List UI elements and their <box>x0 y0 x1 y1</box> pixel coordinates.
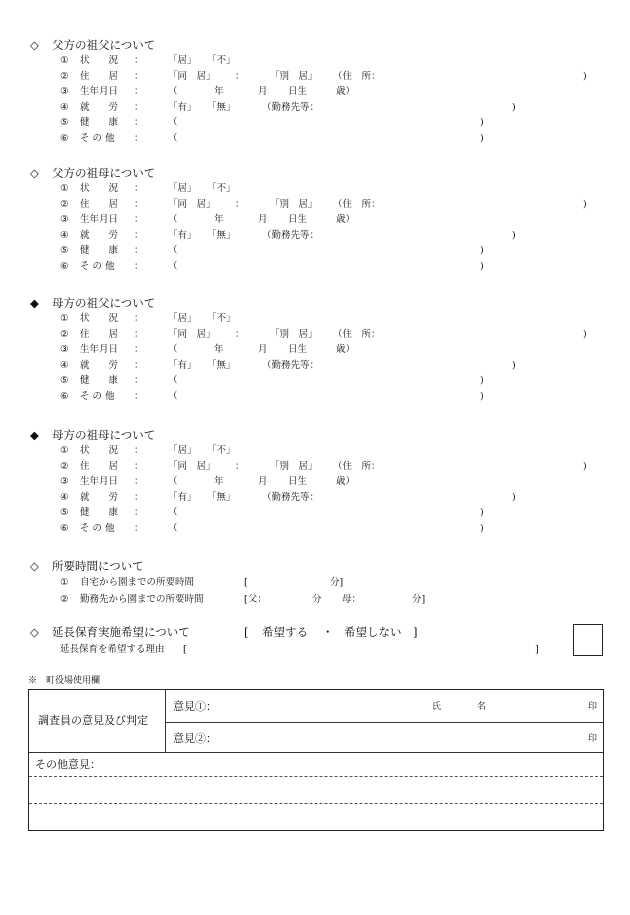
commute-section-marker: ◇ <box>30 559 39 573</box>
commute-row1-num: ① <box>60 577 69 588</box>
commute-row2-open: [父： <box>244 594 267 605</box>
row-field: （勤務先等： <box>262 492 320 503</box>
row-field: 「居」 <box>168 55 197 66</box>
row-field: 「別 居」 <box>270 461 318 472</box>
commute-row2-num: ② <box>60 594 69 605</box>
row-number: ⑤ <box>60 245 69 256</box>
row-number: ② <box>60 461 69 472</box>
row-label: 就 労 <box>80 102 119 113</box>
row-label: 住 居 <box>80 199 119 210</box>
row-field: 「居」 <box>168 313 197 324</box>
row-separator: ： <box>134 55 144 66</box>
extended-section-marker: ◇ <box>30 625 39 639</box>
row-number: ④ <box>60 492 69 503</box>
row-field: （ <box>168 261 178 272</box>
row-separator: ： <box>134 183 144 194</box>
row-number: ⑥ <box>60 523 69 534</box>
row-label: 就 労 <box>80 492 119 503</box>
extended-option-yes[interactable]: 希望する <box>262 625 308 639</box>
row-field: 月 <box>258 476 268 487</box>
row-field: 「有」 <box>168 102 197 113</box>
row-field: 「同 居」 <box>168 199 216 210</box>
row-field: （住 所： <box>333 71 381 82</box>
row-separator: ： <box>134 245 144 256</box>
row-separator: ： <box>134 375 144 386</box>
commute-row2-label: 勤務先から園までの所要時間 <box>80 594 204 605</box>
row-label: 健 康 <box>80 245 119 256</box>
row-field: 「居」 <box>168 183 197 194</box>
row-separator: ： <box>134 492 144 503</box>
row-number: ④ <box>60 230 69 241</box>
row-field: ) <box>512 360 516 371</box>
row-separator: ： <box>134 391 144 402</box>
commute-row1-label: 自宅から園までの所要時間 <box>80 577 195 588</box>
row-label: 状 況 <box>80 445 119 456</box>
row-field: ) <box>583 461 587 472</box>
row-separator: ： <box>134 230 144 241</box>
seal-1: 印 <box>588 702 598 712</box>
row-field: 月 <box>258 86 268 97</box>
row-field: ) <box>512 102 516 113</box>
row-field: 「同 居」 <box>168 329 216 340</box>
row-field: 「別 居」 <box>270 71 318 82</box>
row-separator: ： <box>134 507 144 518</box>
row-number: ② <box>60 329 69 340</box>
row-separator: ： <box>134 86 144 97</box>
row-label: 生年月日 <box>80 476 119 487</box>
row-separator: ： <box>134 133 144 144</box>
row-number: ④ <box>60 360 69 371</box>
extended-option-dot: ・ <box>322 625 334 639</box>
row-field: ) <box>480 245 484 256</box>
row-field: ) <box>480 117 484 128</box>
row-field: （勤務先等： <box>262 102 320 113</box>
row-separator: ： <box>134 261 144 272</box>
row-field: 「不」 <box>207 183 236 194</box>
row-number: ⑤ <box>60 507 69 518</box>
row-label: 住 居 <box>80 461 119 472</box>
opinion-1-label: 意見①： <box>173 700 217 713</box>
row-field: （ <box>168 344 178 355</box>
commute-section-title: 所要時間について <box>52 559 144 573</box>
row-field: ) <box>512 492 516 503</box>
row-separator: ： <box>134 102 144 113</box>
row-field: 「無」 <box>207 102 236 113</box>
row-field: 年 <box>214 86 224 97</box>
row-field: 歳） <box>336 214 356 225</box>
section-title: 母方の祖母について <box>52 428 156 442</box>
row-field: 「有」 <box>168 230 197 241</box>
row-separator: ： <box>134 523 144 534</box>
row-label: 健 康 <box>80 117 119 128</box>
row-separator: ： <box>134 329 144 340</box>
row-field: ) <box>480 523 484 534</box>
row-separator: ： <box>134 71 144 82</box>
row-field: （ <box>168 214 178 225</box>
row-separator: ： <box>134 199 144 210</box>
office-table-divider <box>28 752 604 753</box>
row-field: ) <box>583 71 587 82</box>
row-field: 日生 <box>288 86 308 97</box>
row-number: ① <box>60 313 69 324</box>
section-marker: ◇ <box>30 166 39 180</box>
extended-option-close: ] <box>413 625 418 639</box>
row-field: 日生 <box>288 344 308 355</box>
extended-reason-close: ] <box>535 644 539 655</box>
row-field: （ <box>168 375 178 386</box>
row-field: 「有」 <box>168 492 197 503</box>
row-field: 歳） <box>336 344 356 355</box>
row-field: （住 所： <box>333 199 381 210</box>
row-label: 生年月日 <box>80 344 119 355</box>
row-field: （ <box>168 117 178 128</box>
row-number: ③ <box>60 476 69 487</box>
row-label: そ の 他 <box>80 261 115 272</box>
other-opinion-line-1 <box>29 776 603 777</box>
row-number: ⑤ <box>60 375 69 386</box>
extended-option-no[interactable]: 希望しない <box>344 625 402 639</box>
section-title: 母方の祖父について <box>52 296 156 310</box>
row-field: 年 <box>214 476 224 487</box>
office-table-vdivider <box>165 689 166 752</box>
row-number: ③ <box>60 214 69 225</box>
office-use-note: ※ 町役場使用欄 <box>28 676 101 686</box>
extended-option-open: [ <box>244 625 249 639</box>
row-field: （ <box>168 476 178 487</box>
row-field: ) <box>583 199 587 210</box>
name-label: 氏 名 <box>432 702 487 712</box>
row-field: ) <box>480 261 484 272</box>
row-separator: ： <box>134 461 144 472</box>
row-label: 状 況 <box>80 183 119 194</box>
section-title: 父方の祖母について <box>52 166 156 180</box>
row-number: ② <box>60 71 69 82</box>
row-number: ③ <box>60 86 69 97</box>
row-field: 月 <box>258 214 268 225</box>
extended-checkbox[interactable] <box>573 624 603 656</box>
extended-section-title: 延長保育実施希望について <box>52 625 190 639</box>
row-label: 就 労 <box>80 360 119 371</box>
section-marker: ◆ <box>30 428 39 442</box>
row-field: 「不」 <box>207 313 236 324</box>
row-field: （住 所： <box>333 329 381 340</box>
section-marker: ◇ <box>30 38 39 52</box>
commute-row1-unit: 分] <box>330 577 344 588</box>
row-field: ) <box>512 230 516 241</box>
row-number: ⑥ <box>60 133 69 144</box>
row-field: 日生 <box>288 214 308 225</box>
row-field: 「同 居」 <box>168 71 216 82</box>
row-label: 住 居 <box>80 71 119 82</box>
row-field: （ <box>168 133 178 144</box>
section-title: 父方の祖父について <box>52 38 156 52</box>
row-field: 「同 居」 <box>168 461 216 472</box>
commute-row2-mother: 母： <box>342 594 362 605</box>
row-field: ) <box>480 133 484 144</box>
extended-reason-label: 延長保育を希望する理由 <box>60 644 165 655</box>
row-label: 健 康 <box>80 507 119 518</box>
row-field: 日生 <box>288 476 308 487</box>
section-marker: ◆ <box>30 296 39 310</box>
row-number: ① <box>60 445 69 456</box>
row-number: ② <box>60 199 69 210</box>
investigator-label: 調査員の意見及び判定 <box>38 714 148 727</box>
row-label: 状 況 <box>80 55 119 66</box>
row-number: ① <box>60 183 69 194</box>
office-table <box>28 689 604 831</box>
row-field: 「無」 <box>207 230 236 241</box>
row-label: そ の 他 <box>80 523 115 534</box>
commute-row2-unit1: 分 <box>312 594 322 605</box>
row-field: ： <box>235 199 245 210</box>
opinion-2-label: 意見②： <box>173 732 217 745</box>
row-label: 健 康 <box>80 375 119 386</box>
row-number: ⑥ <box>60 391 69 402</box>
row-number: ④ <box>60 102 69 113</box>
row-field: ) <box>480 507 484 518</box>
row-number: ⑤ <box>60 117 69 128</box>
row-field: 「別 居」 <box>270 329 318 340</box>
other-opinion-label: その他意見： <box>35 758 101 771</box>
row-number: ① <box>60 55 69 66</box>
row-field: ) <box>480 375 484 386</box>
row-field: （住 所： <box>333 461 381 472</box>
row-field: 「無」 <box>207 360 236 371</box>
row-field: 「不」 <box>207 445 236 456</box>
commute-row1-open: [ <box>244 577 248 588</box>
row-label: 状 況 <box>80 313 119 324</box>
row-field: 「居」 <box>168 445 197 456</box>
row-field: ： <box>235 329 245 340</box>
row-separator: ： <box>134 445 144 456</box>
row-separator: ： <box>134 117 144 128</box>
other-opinion-line-2 <box>29 803 603 804</box>
row-field: 年 <box>214 214 224 225</box>
row-number: ③ <box>60 344 69 355</box>
row-field: （勤務先等： <box>262 230 320 241</box>
row-field: 「不」 <box>207 55 236 66</box>
row-label: そ の 他 <box>80 133 115 144</box>
row-field: （ <box>168 391 178 402</box>
commute-row2-unit2: 分] <box>412 594 426 605</box>
row-field: 「別 居」 <box>270 199 318 210</box>
row-field: ： <box>235 71 245 82</box>
row-field: 「無」 <box>207 492 236 503</box>
row-label: 住 居 <box>80 329 119 340</box>
row-field: （ <box>168 507 178 518</box>
row-field: （ <box>168 86 178 97</box>
row-field: ) <box>583 329 587 340</box>
row-separator: ： <box>134 476 144 487</box>
office-table-inner-divider <box>165 722 604 723</box>
row-label: 就 労 <box>80 230 119 241</box>
row-separator: ： <box>134 313 144 324</box>
row-number: ⑥ <box>60 261 69 272</box>
row-label: そ の 他 <box>80 391 115 402</box>
row-field: ： <box>235 461 245 472</box>
row-field: 歳） <box>336 86 356 97</box>
row-field: 歳） <box>336 476 356 487</box>
row-field: ) <box>480 391 484 402</box>
row-label: 生年月日 <box>80 214 119 225</box>
row-field: 年 <box>214 344 224 355</box>
row-field: 「有」 <box>168 360 197 371</box>
row-separator: ： <box>134 214 144 225</box>
extended-reason-open: [ <box>183 644 187 655</box>
row-field: （ <box>168 523 178 534</box>
row-separator: ： <box>134 360 144 371</box>
row-field: （ <box>168 245 178 256</box>
seal-2: 印 <box>588 734 598 744</box>
row-label: 生年月日 <box>80 86 119 97</box>
row-field: 月 <box>258 344 268 355</box>
row-field: （勤務先等： <box>262 360 320 371</box>
row-separator: ： <box>134 344 144 355</box>
